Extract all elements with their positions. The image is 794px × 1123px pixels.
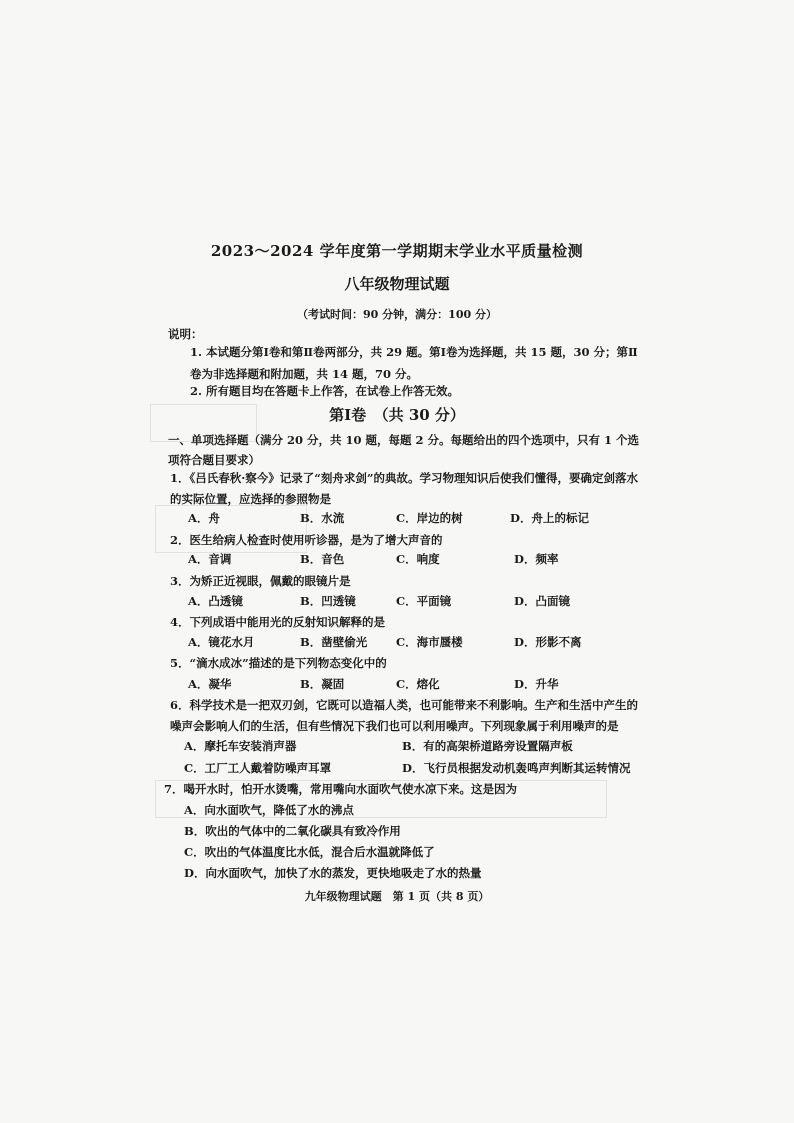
option: A．凝华	[188, 677, 232, 691]
question-options	[188, 634, 648, 654]
part-heading: 一、单项选择题（满分 20 分，共 10 题，每题 2 分。每题给出的四个选项中，只有 1 个选项符合题目要求）	[168, 433, 640, 467]
exam-title: 2023～2024 学年度第一学期期末学业水平质量检测	[210, 242, 584, 260]
option: A．镜花水月	[188, 635, 255, 649]
question-options	[188, 551, 648, 571]
option: C．平面镜	[396, 594, 452, 608]
option: C．熔化	[396, 677, 440, 691]
exam-subtitle: 八年级物理试题	[344, 275, 450, 293]
option: D．向水面吹气，加快了水的蒸发，更快地吸走了水的热量	[184, 866, 482, 880]
question-options	[188, 676, 648, 696]
question-stem: 6．科学技术是一把双刃剑，它既可以造福人类，也可能带来不利影响。生产和生活中产生的噪声会影响人们的生活，但有些情况下我们也可以利用噪声。下列现象属于利用噪声的是	[170, 698, 638, 733]
option: B．吹出的气体中的二氧化碳具有致冷作用	[184, 824, 401, 838]
question-stem: 4．下列成语中能用光的反射知识解释的是	[170, 615, 385, 629]
option: C．岸边的树	[396, 511, 463, 525]
option: A．凸透镜	[188, 594, 243, 608]
option: C．吹出的气体温度比水低，混合后水温就降低了	[184, 845, 435, 859]
option: B．音色	[300, 552, 345, 566]
option: A．向水面吹气，降低了水的沸点	[184, 803, 354, 817]
option: A．音调	[188, 552, 232, 566]
option: B．有的高架桥道路旁设置隔声板	[402, 739, 573, 753]
option: B．凿壁偷光	[300, 635, 368, 649]
question-stem: 2．医生给病人检查时使用听诊器，是为了增大声音的	[170, 533, 443, 547]
page-footer: 九年级物理试题 第 1 页（共 8 页）	[304, 890, 490, 903]
option: D．形影不离	[514, 635, 582, 649]
question-options	[188, 593, 648, 613]
option: C．响度	[396, 552, 440, 566]
option: D．舟上的标记	[510, 511, 589, 525]
exam-info: （考试时间：90 分钟，满分：100 分）	[297, 308, 497, 321]
section-title: 第Ⅰ卷 （共 30 分）	[329, 406, 465, 424]
option: C．海市蜃楼	[396, 635, 463, 649]
option: A．摩托车安装消声器	[184, 739, 297, 753]
question-stem: 1．《吕氏春秋·察今》记录了“刻舟求剑”的典故。学习物理知识后使我们懂得，要确定剑落水的实际位置，应选择的参照物是	[170, 471, 638, 506]
option: D．飞行员根据发动机轰鸣声判断其运转情况	[402, 761, 631, 775]
option: D．升华	[514, 677, 559, 691]
notes-label: 说明：	[168, 327, 203, 341]
option: A．舟	[188, 511, 220, 525]
option: B．凹透镜	[300, 594, 356, 608]
question-stem: 7．喝开水时，怕开水烫嘴，常用嘴向水面吹气使水凉下来。这是因为	[164, 782, 517, 796]
question-stem: 3．为矫正近视眼，佩戴的眼镜片是	[170, 574, 351, 588]
option: D．频率	[514, 552, 559, 566]
question-options	[188, 510, 648, 530]
option: D．凸面镜	[514, 594, 570, 608]
note-item: 2. 所有题目均在答题卡上作答，在试卷上作答无效。	[190, 384, 460, 398]
note-item: 1. 本试题分第Ⅰ卷和第Ⅱ卷两部分，共 29 题。第Ⅰ卷为选择题，共 15 题，30 分；第Ⅱ卷为非选择题和附加题，共 14 题，70 分。	[190, 345, 638, 381]
question-stem: 5．“滴水成冰”描述的是下列物态变化中的	[170, 656, 387, 670]
option: B．水流	[300, 511, 345, 525]
option: C．工厂工人戴着防噪声耳罩	[184, 761, 332, 775]
option: B．凝固	[300, 677, 345, 691]
